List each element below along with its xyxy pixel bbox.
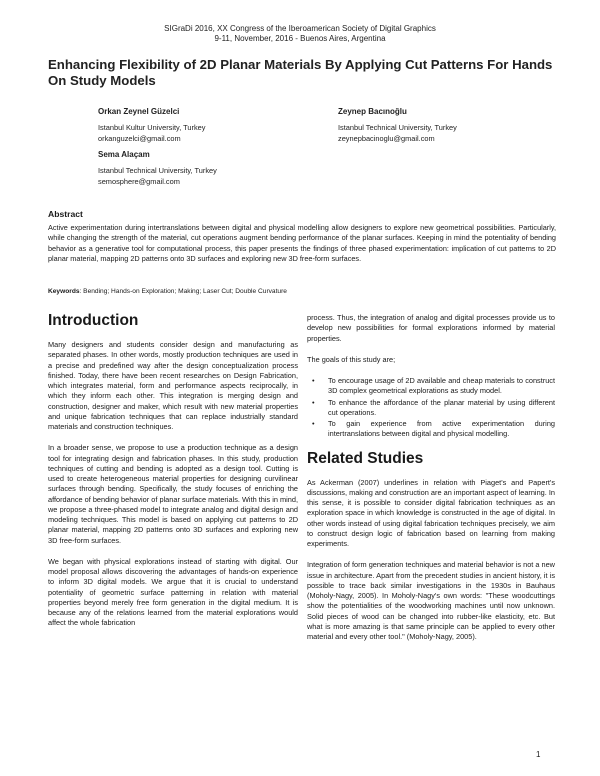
right-column [307, 313, 555, 653]
list-item-text: To encourage usage of 2D available and cheap materials to construct 3D complex geometrical explorations as study model. [328, 376, 555, 396]
author-affiliation: Istanbul Technical University, Turkey [98, 166, 217, 175]
introduction-heading: Introduction [48, 312, 139, 329]
paragraph: As Ackerman (2007) underlines in relation with Piaget's and Papert's discussions, making and construction are an important aspect of learning. In this sense, it is possible to consider digital fabrication techniques as an exploration space in which knowledge is constructed in the age of digital. In other words instead of using digital fabrication techniques precisely, we aim to construct design logic of fabrication based on learning from making experiments. [307, 477, 555, 548]
abstract-heading: Abstract [48, 209, 83, 219]
list-item-text: To gain experience from active experimentation during intertranslations between digital and physical modelling. [328, 419, 555, 439]
author-email: zeynepbacinoglu@gmail.com [338, 134, 435, 143]
conference-line-1: SIGraDi 2016, XX Congress of the Iberoamerican Society of Digital Graphics [164, 24, 436, 33]
related-studies-heading: Related Studies [307, 449, 424, 467]
abstract-text: Active experimentation during intertranslations between digital and physical modelling allow designers to explore new geometrical possibilities. Particularly, while changing the strength of the material, cut operations augment bending performance of the planar surfaces. Keeping in mind the potentiality of bending behavior as a generative tool for computational process, this paper presents the findings of three phased experimentation: implication of cut patterns to 2D planar material, mapping 2D patterns onto 3D surfaces and exploring new 3D free-form surfaces. [48, 223, 556, 264]
author-name: Zeynep Bacınoğlu [338, 107, 407, 116]
list-item [307, 398, 555, 419]
paragraph: Many designers and students consider design and manufacturing as separated phases. In other words, mostly production techniques are used in a precise and predefined way after the design conceptualization process finished. Today, there have been recent researches on Design Fabrication, which integrates material, form and performance aspects reciprocally, in which they inform each other. This integration is merging design and construction, designer and maker, which result with new material properties and unique fabrication techniques that can replace industrially standard materials and construction techniques. [48, 340, 298, 431]
list-item [307, 419, 555, 440]
bullet: • [312, 376, 315, 385]
left-column [48, 312, 298, 640]
paper-title: Enhancing Flexibility of 2D Planar Materials By Applying Cut Patterns For Hands On Study Models [48, 57, 553, 88]
author-affiliation: Istanbul Kultur University, Turkey [98, 123, 206, 132]
author-email: semosphere@gmail.com [98, 177, 180, 186]
author-email: orkanguzelci@gmail.com [98, 134, 181, 143]
conference-header [0, 24, 600, 44]
bullet: • [312, 419, 315, 428]
author-block [338, 106, 457, 144]
paragraph: We began with physical explorations instead of starting with digital. Our model proposal allows discovering the advantages of hands-on experience to inform 3D digital models. We argue that it is crucial to understand potentiality of geometric surface patterning in relation with material properties beyond merely free form generation in the digital medium. It is because any of the relations learned from the material explorations would affect the whole fabrication [48, 556, 298, 628]
list-item-text: To enhance the affordance of the planar material by using different cut operations. [328, 397, 555, 417]
author-affiliation: Istanbul Technical University, Turkey [338, 123, 457, 132]
keywords [48, 287, 556, 297]
author-block [98, 149, 217, 187]
keywords-text: : Bending; Hands-on Exploration; Making; Laser Cut; Double Curvature [79, 288, 287, 295]
author-name: Orkan Zeynel Güzelci [98, 107, 180, 116]
paragraph: process. Thus, the integration of analog and digital processes provide us to develop new possibilities for formal explorations informed by material properties. [307, 313, 555, 343]
conference-line-2: 9-11, November, 2016 - Buenos Aires, Argentina [214, 34, 386, 43]
author-block [98, 106, 205, 144]
list-item [307, 376, 555, 397]
bullet: • [312, 397, 315, 407]
paragraph: In a broader sense, we propose to use a production technique as a design tool for integrating design and fabrication phases. In this study, production techniques of cutting and bending is adopted as a design tool. Cutting is used to create heterogeneous material properties for designing curvilinear surfaces through bending. Specifically, the study focuses of enriching the affordance of bending behavior of planar surface materials. With this in mind, we propose a three-phased model to integrate analog and digital design and modeling techniques. This model is based on applying cut patterns to 2D planar material, mapping 2D patterns onto 3D surfaces and exploring new 3D free-form surfaces. [48, 443, 298, 545]
page-number: 1 [536, 750, 541, 759]
paragraph: Integration of form generation techniques and material behavior is not a new issue in architecture. Apart from the precedent studies in ancient history, it is possible to trace back similar investigations in the 1930s in Bauhaus (Moholy-Nagy, 2005). In Moholy-Nagy's own words: "These woodcuttings show the potentialities of the woodworking machines until now unknown. Solid pieces of wood can be changed into rubber-like elasticity, etc. But what is more amazing is that same principle can be applied to every other material and every other tool." (Moholy-Nagy, 2005). [307, 560, 555, 641]
author-name: Sema Alaçam [98, 150, 150, 159]
goals-intro: The goals of this study are; [307, 354, 396, 364]
goals-list [307, 376, 555, 440]
keywords-label: Keywords [48, 288, 80, 295]
